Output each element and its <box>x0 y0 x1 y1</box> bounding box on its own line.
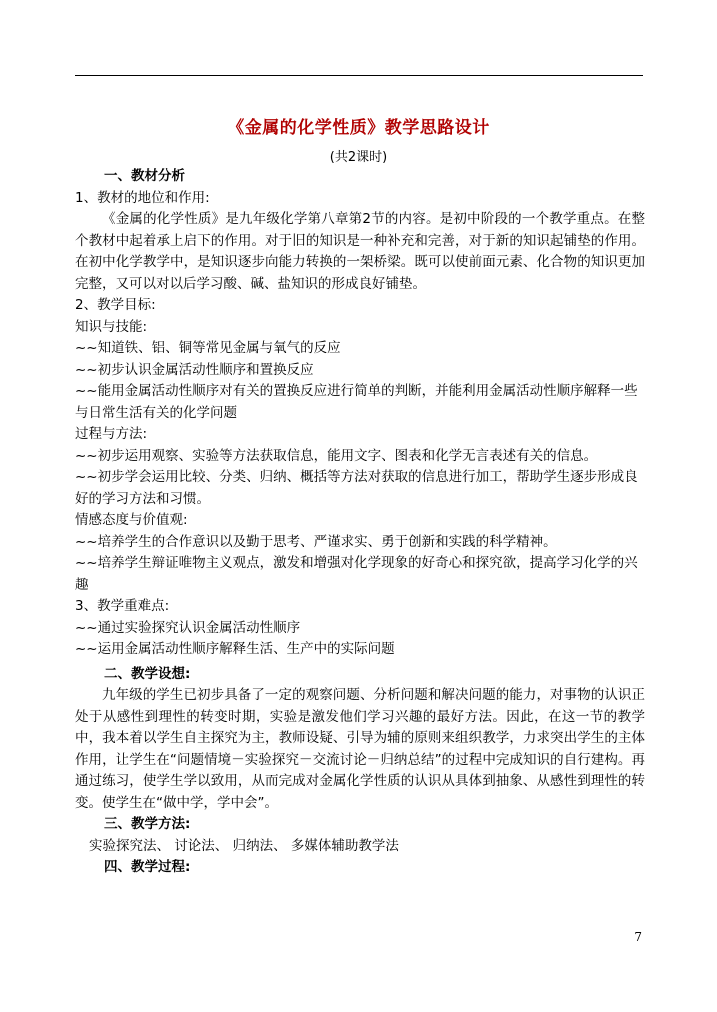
item-title-goals: 2、教学目标: <box>75 297 156 313</box>
section-heading-design: 二、教学设想: <box>104 665 191 682</box>
list-item: ~~知道铁、铝、铜等常见金属与氧气的反应 <box>75 340 341 356</box>
section-heading-process: 四、教学过程: <box>104 859 191 875</box>
list-item: ~~能用金属活动性顺序对有关的置换反应进行简单的判断，并能利用金属活动性顺序解释一些与日常生活有关的化学问题 <box>75 383 638 421</box>
document-body <box>75 166 645 879</box>
header-rule <box>75 75 643 76</box>
list-item: ~~通过实验探究认识金属活动性顺序 <box>75 619 301 636</box>
item-title-role: 1、教材的地位和作用: <box>75 189 210 206</box>
paragraph-design: 九年级的学生已初步具备了一定的观察问题、分析问题和解决问题的能力，对事物的认识正处于从感性到理性的转变时期，实验是激发他们学习兴趣的最好方法。因此，在这一节的教学中，我本着以学生自主探究为主，教师设疑、引导为辅的原则来组织教学，力求突出学生的主体作用，让学生在“问题情境－实验探究－交流讨论－归纳总结”的过程中完成知识的自行建构。再通过练习，使学生学以致用，从而完成对金属化学性质的认识从具体到抽象、从感性到理性的转变。使学生在“做中学，学中会”。 <box>75 687 645 811</box>
document-subtitle: (共2课时) <box>329 150 388 165</box>
list-item: ~~初步运用观察、实验等方法获取信息，能用文字、图表和化学无言表述有关的信息。 <box>75 447 598 464</box>
section-heading-methods: 三、教学方法: <box>104 816 191 832</box>
subheading-knowledge: 知识与技能: <box>75 318 148 335</box>
section-heading-materials: 一、教材分析 <box>104 168 185 184</box>
page-number: 7 <box>634 930 642 944</box>
list-item: ~~培养学生的合作意识以及勤于思考、严谨求实、勇于创新和实践的科学精神。 <box>75 533 557 550</box>
methods-text: 实验探究法、 讨论法、 归纳法、 多媒体辅助教学法 <box>89 837 399 854</box>
subheading-emotion: 情感态度与价值观: <box>75 512 188 528</box>
paragraph-role: 《金属的化学性质》是九年级化学第八章第2节的内容。是初中阶段的一个教学重点。在整个教材中起着承上启下的作用。对于旧的知识是一种补充和完善，对于新的知识起铺垫的作用。在初中化学教学中，是知识逐步向能力转换的一架桥梁。既可以使前面元素、化合物的知识更加完整，又可以对以后学习酸、碱、盐知识的形成良好铺垫。 <box>75 211 645 292</box>
list-item: ~~初步认识金属活动性顺序和置换反应 <box>75 361 314 378</box>
item-title-key-points: 3、教学重难点: <box>75 598 170 614</box>
document-title: 《金属的化学性质》教学思路设计 <box>227 118 490 138</box>
list-item: ~~培养学生辩证唯物主义观点，激发和增强对化学现象的好奇心和探究欲，提高学习化学的兴趣 <box>75 555 638 593</box>
list-item: ~~初步学会运用比较、分类、归纳、概括等方法对获取的信息进行加工，帮助学生逐步形成良好的学习方法和习惯。 <box>75 469 638 507</box>
list-item: ~~运用金属活动性顺序解释生活、生产中的实际问题 <box>75 641 395 657</box>
subheading-process: 过程与方法: <box>75 426 148 442</box>
